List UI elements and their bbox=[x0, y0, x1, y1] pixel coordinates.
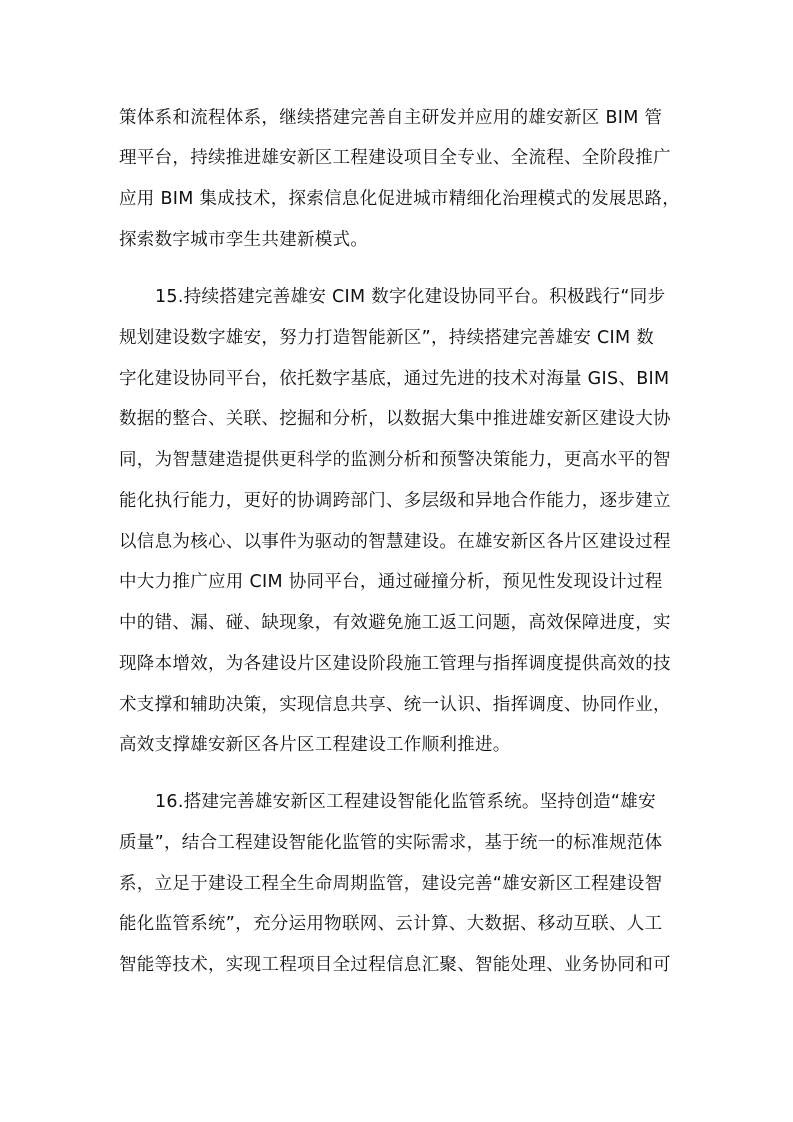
paragraph-2-line-2: 规划建设数字雄安，努力打造智能新区”，持续搭建完善雄安 CIM 数 bbox=[119, 328, 655, 348]
paragraph-2-line-8: 中大力推广应用 CIM 协同平台，通过碰撞分析，预见性发现设计过程 bbox=[119, 572, 663, 592]
paragraph-1-line-3: 应用 BIM 集成技术，探索信息化促进城市精细化治理模式的发展思路， bbox=[119, 189, 681, 209]
paragraph-3-line-3: 系，立足于建设工程全生命周期监管，建设完善“雄安新区工程建设智 bbox=[119, 874, 663, 894]
paragraph-2-line-5: 同，为智慧建造提供更科学的监测分析和预警决策能力，更高水平的智 bbox=[119, 450, 671, 470]
paragraph-3-line-2: 质量”，结合工程建设智能化监管的实际需求，基于统一的标准规范体 bbox=[119, 833, 663, 853]
paragraph-2-line-1: 15.持续搭建完善雄安 CIM 数字化建设协同平台。积极践行“同步 bbox=[155, 287, 666, 307]
paragraph-2-line-10: 现降本增效，为各建设片区建设阶段施工管理与指挥调度提供高效的技 bbox=[119, 654, 671, 674]
paragraph-1-line-1: 策体系和流程体系，继续搭建完善自主研发并应用的雄安新区 BIM 管 bbox=[119, 108, 663, 128]
paragraph-1-line-4: 探索数字城市孪生共建新模式。 bbox=[119, 230, 369, 250]
paragraph-2-line-9: 中的错、漏、碰、缺现象，有效避免施工返工问题，高效保障进度，实 bbox=[119, 613, 671, 633]
paragraph-2-line-11: 术支撑和辅助决策，实现信息共享、统一认识、指挥调度、协同作业， bbox=[119, 695, 671, 715]
paragraph-2-line-6: 能化执行能力，更好的协调跨部门、多层级和异地合作能力，逐步建立 bbox=[119, 491, 671, 511]
paragraph-2-line-12: 高效支撑雄安新区各片区工程建设工作顺利推进。 bbox=[119, 735, 511, 755]
paragraph-2-line-3: 字化建设协同平台，依托数字基底，通过先进的技术对海量 GIS、BIM bbox=[119, 369, 670, 389]
paragraph-2-line-4: 数据的整合、关联、挖掘和分析，以数据大集中推进雄安新区建设大协 bbox=[119, 409, 671, 429]
paragraph-1-line-2: 理平台，持续推进雄安新区工程建设项目全专业、全流程、全阶段推广 bbox=[119, 148, 671, 168]
paragraph-3-line-1: 16.搭建完善雄安新区工程建设智能化监管系统。坚持创造“雄安 bbox=[155, 792, 656, 812]
paragraph-2-line-7: 以信息为核心、以事件为驱动的智慧建设。在雄安新区各片区建设过程 bbox=[119, 532, 671, 552]
paragraph-3-line-5: 智能等技术，实现工程项目全过程信息汇聚、智能处理、业务协同和可 bbox=[119, 955, 671, 975]
paragraph-3-line-4: 能化监管系统”，充分运用物联网、云计算、大数据、移动互联、人工 bbox=[119, 914, 663, 934]
